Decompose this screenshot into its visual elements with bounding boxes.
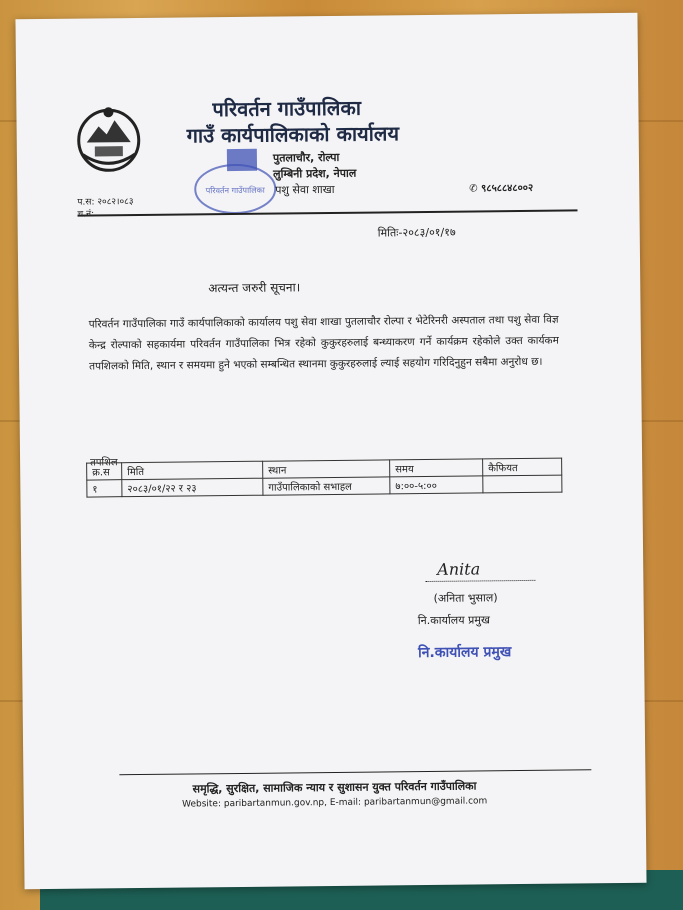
table-cell: १ <box>87 480 122 497</box>
phone-icon: ✆ <box>469 183 482 195</box>
table-header-cell: स्थान <box>263 460 390 478</box>
letter-date: मितिः-२०८३/०१/१७ <box>377 225 456 240</box>
government-emblem-icon <box>72 102 145 175</box>
table-cell: गाउँपालिकाको सभाहल <box>263 477 390 495</box>
signatory-name: (अनिता भुसाल) <box>433 591 498 605</box>
header-divider <box>78 209 578 216</box>
signatory-title: नि.कार्यालय प्रमुख <box>417 613 491 628</box>
schedule-table <box>86 458 562 498</box>
table-row <box>87 475 562 497</box>
signatory-stamp: नि.कार्यालय प्रमुख <box>418 644 512 662</box>
office-stamp <box>189 144 286 217</box>
signature-scrawl <box>433 554 523 583</box>
table-cell: ७:००-५:०० <box>390 476 483 494</box>
footer-contact: Website: paribartanmun.gov.np, E-mail: paribartanmun@gmail.com <box>182 796 488 810</box>
reference-number: प.स: २०८२।०८३ <box>77 197 134 208</box>
schedule-label: तपशिल <box>90 457 118 469</box>
footer-divider <box>119 769 591 775</box>
table-cell <box>483 475 562 493</box>
notice-body: परिवर्तन गाउँपालिका गाउँ कार्यपालिकाको कार्यालय पशु सेवा शाखा पुतलाचौर रोल्पा र भेटेरिनरी अस्पताल तथा पशु सेवा विज्ञ केन्द्र रोल्पाको सहकार्यमा परिवर्तन गाउँपालिका भित्र रहेको कुकुरहरुलाई बन्ध्याकरण गर्ने कार्यक्रम रहेकोले उक्त कार्यकम तपशिलको मिति, स्थान र समयमा हुने भएको सम्बन्धित स्थानमा कुकुरहरुलाई ल्याई सहयोग गरिदिनुहुन सबैमा अनुरोध छ। <box>88 313 559 373</box>
phone-number <box>469 180 533 195</box>
notice-title: अत्यन्त जरुरी सूचना। <box>208 280 301 296</box>
dispatch-number <box>77 206 94 219</box>
address-line1: पुतलाचौर, रोल्पा <box>272 150 340 165</box>
branch-name: पशु सेवा शाखा <box>275 182 335 197</box>
header-title-line1: परिवर्तन गाउँपालिका <box>212 95 362 122</box>
table-header-cell: क्र.स <box>87 463 122 480</box>
table-header-cell: समय <box>390 459 483 477</box>
table-header-cell: मिति <box>122 461 263 479</box>
table-header-cell: कैफियत <box>483 458 562 476</box>
footer-motto: समृद्धि, सुरक्षित, सामाजिक न्याय र सुशासन युक्त परिवर्तन गाउँपालिका <box>192 779 477 796</box>
signature-text: Anita <box>437 559 481 579</box>
phone-value: ९८५८८४८००२ <box>481 182 534 195</box>
table-cell: २०८३/०१/२२ र २३ <box>122 478 263 496</box>
stamp-text: परिवर्तन गाउँपालिका <box>205 185 265 196</box>
letter-paper <box>15 13 646 889</box>
header-title-line2: गाउँ कार्यपालिकाको कार्यालय <box>186 121 400 148</box>
address-line2: लुम्बिनी प्रदेश, नेपाल <box>273 166 357 181</box>
